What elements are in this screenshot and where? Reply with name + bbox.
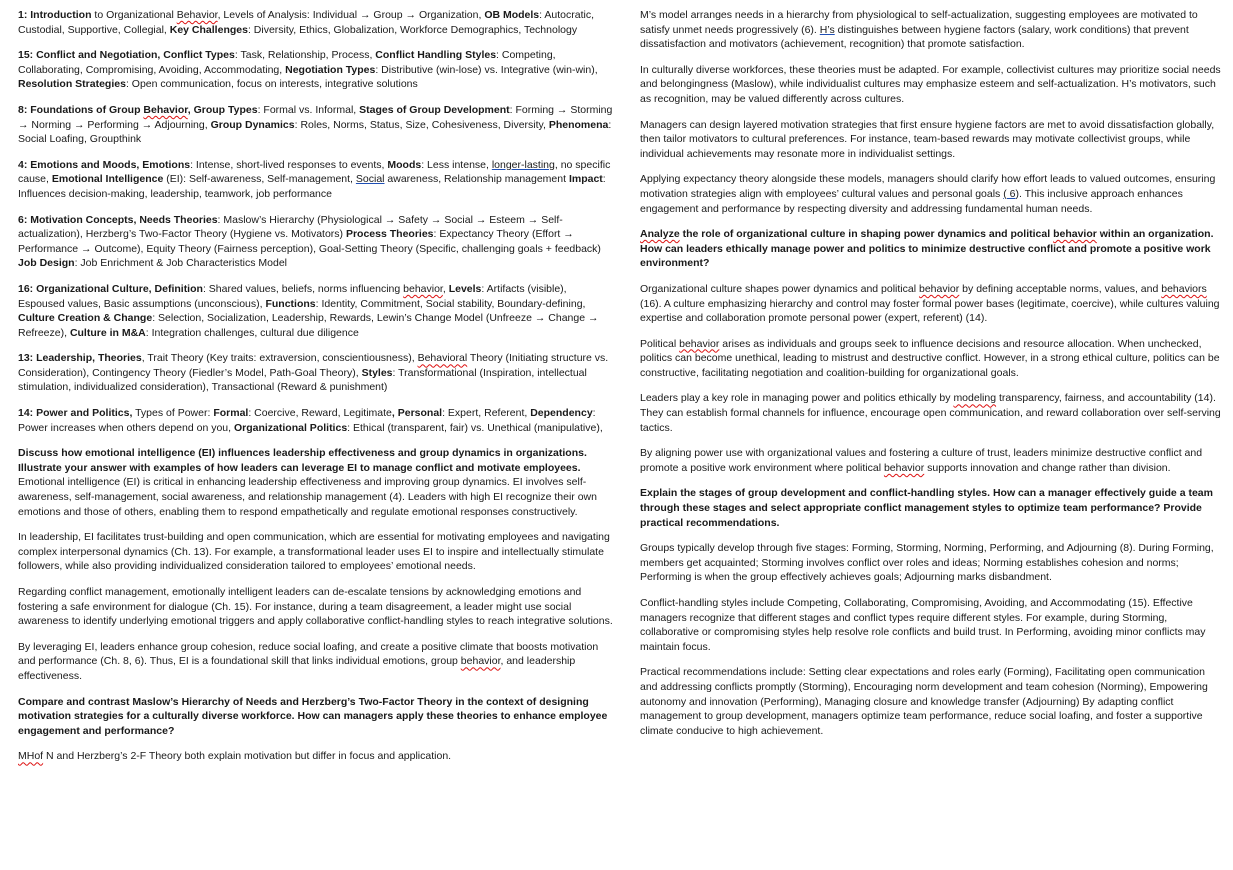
- paragraph: [640, 282, 1224, 326]
- bold-text: Levels: [448, 282, 482, 295]
- bold-text: Functions: [265, 297, 316, 310]
- spellcheck-word: modeling: [953, 392, 997, 405]
- bold-text: Styles: [361, 366, 393, 379]
- text-run: : Roles, Norms, Status, Size, Cohesiveness, Diversity,: [294, 118, 549, 131]
- text-run: : Shared values, beliefs, norms influencing: [202, 282, 404, 295]
- text-run: : Coercive, Reward, Legitimate: [248, 407, 392, 420]
- text-run: N and Herzberg’s 2-F Theory both explain motivation but differ in focus and application.: [43, 750, 452, 763]
- text-run: Managers can design layered motivation strategies that first ensure hygiene factors are met to avoid dissatisfaction globally, then tailor motivators to cultural preferences. For instance, team-based rewards may motivate collectivist groups, while individual achievements may resonate more in individualist settings.: [640, 118, 1215, 160]
- bold-text: Organizational Politics: [233, 421, 348, 434]
- paragraph: [18, 446, 614, 519]
- spellcheck-word: MHof: [18, 750, 44, 763]
- spellcheck-word: behavior: [1053, 228, 1097, 241]
- underlined-text: ( 6: [1003, 187, 1016, 200]
- paragraph: [18, 530, 614, 574]
- text-run: In culturally diverse workforces, these theories must be adapted. For example, collectivist cultures may prioritize social needs and belongingness (Maslow), while individualist cultures may emphasize esteem and self-actualization. H’s motivators, such as recognition, may be valued differently across cultures.: [640, 63, 1221, 105]
- bold-text: Discuss how emotional intelligence (EI) influences leadership effectiveness and group dynamics in organizations. Illustrate your answer with examples of how leaders can leverage EI to manage conflict and motivate employees.: [18, 447, 587, 474]
- spellcheck-word: Behavior: [143, 103, 188, 116]
- bold-text: 14: Power and Politics,: [18, 407, 133, 420]
- bold-text: Job Design: [18, 257, 75, 270]
- paragraph: [640, 665, 1224, 738]
- text-run: : Identity, Commitment, Social stability, Boundary-defining,: [315, 297, 586, 310]
- text-run: : Less intense,: [421, 158, 492, 171]
- text-run: : Integration challenges, cultural due diligence: [145, 326, 359, 339]
- text-run: (EI): Self-awareness, Self-management,: [163, 173, 356, 186]
- text-run: : Maslow’s Hierarchy (Physiological → Safety → Social → Esteem → Self-actualization), Herzberg’s Two-Factor Theory (Hygiene vs. Motivators): [18, 213, 563, 241]
- text-run: : Competing, Collaborating, Compromising, Avoiding, Accommodating,: [18, 49, 556, 76]
- bold-text: 13: Leadership, Theories: [18, 352, 142, 365]
- text-run: Organizational culture shapes power dynamics and political: [640, 282, 919, 295]
- bold-text: Formal: [213, 407, 249, 420]
- text-run: (16). A culture emphasizing hierarchy and control may foster formal power bases (legitimate, coercive), while cultures valuing expertise and collaboration promote personal power (expert, referent) (14).: [640, 297, 1220, 325]
- paragraph: [640, 446, 1224, 475]
- bold-text: Resolution Strategies: [18, 78, 126, 91]
- bold-text: Process Theories: [345, 228, 434, 241]
- text-run: Practical recommendations include: Setting clear expectations and roles early (Forming), Facilitating open communication and addressing conflicts promptly (Storming), Encouraging norm development and team cohesion (Norming), Empowering autonomy and innovation (Performing), Managing closure and knowledge transfer (Adjourning) By adapting conflict management to group development, managers optimize team performance, reduce social loafing, and foster a supportive climate conducive to high achievement.: [640, 666, 1208, 737]
- text-run: : Artifacts (visible), Espoused values, Basic assumptions (unconscious),: [18, 282, 567, 310]
- text-run: : Influences decision-making, leadership, teamwork, job performance: [18, 173, 606, 200]
- text-run: By leveraging EI, leaders enhance group cohesion, reduce social loafing, and create a positive climate that boosts motivation and performance (Ch. 8, 6). Thus, EI is a foundational skill that links individual emotions, group: [18, 640, 599, 668]
- paragraph: [18, 158, 614, 202]
- text-run: arises as individuals and groups seek to influence decisions and resource allocation. When unchecked, politics can become unethical, leading to mistrust and destructive conflict. However, in a strong ethical culture, politics can be constructive, facilitating negotiation and coalition-building for organizational goals.: [640, 337, 1220, 379]
- bold-text: 8: Foundations of Group: [18, 103, 144, 116]
- text-run: Emotional intelligence (EI) is critical in enhancing leadership effectiveness and improving group dynamics. EI involves self-awareness, self-management, social awareness, and relationship management (4). Leaders with high EI recognize their own emotions and those of others, enabling them to respond empathetically and regulate emotional responses constructively.: [18, 476, 597, 518]
- text-run: by defining acceptable norms, values, and: [959, 282, 1162, 295]
- bold-text: Moods: [387, 158, 422, 171]
- text-run: to Organizational: [91, 9, 177, 21]
- paragraph: [18, 749, 614, 764]
- text-run: : Selection, Socialization, Leadership, Rewards, Lewin’s Change Model (Unfreeze → Change → Refreeze),: [18, 312, 599, 339]
- text-run: Applying expectancy theory alongside these models, managers should clarify how effort leads to valued outcomes, ensuring motivation strategies align with employees’ cultural values and personal goals: [640, 173, 1216, 200]
- bold-text: Stages of Group Development: [359, 103, 510, 116]
- text-run: distinguishes between hygiene factors (salary, work conditions) that prevent dissatisfaction and motivators (achievement, recognition) that promote satisfaction.: [640, 23, 1189, 51]
- text-run: In leadership, EI facilitates trust-building and open communication, which are essential for motivating employees and navigating complex interpersonal dynamics (Ch. 13). For example, a transformational leader uses EI to inspire and intellectually stimulate followers, while also providing individualized consideration tailored to employees’ emotional needs.: [18, 531, 610, 573]
- text-run: awareness, Relationship management: [384, 173, 569, 186]
- spellcheck-word: Analyze: [640, 228, 680, 241]
- paragraph: [640, 391, 1224, 435]
- paragraph: [18, 351, 614, 395]
- spellcheck-word: behavior: [403, 282, 443, 295]
- text-run: , Trait Theory (Key traits: extraversion, conscientiousness),: [141, 352, 418, 365]
- bold-text: 6: Motivation Concepts, Needs Theories: [18, 213, 218, 226]
- paragraph: [640, 8, 1224, 52]
- bold-text: Group Dynamics: [210, 118, 295, 131]
- spellcheck-word: Behavior: [176, 9, 218, 21]
- text-run: : Job Enrichment & Job Characteristics Model: [74, 257, 288, 270]
- underlined-text: Social: [355, 173, 385, 186]
- bold-text: Phenomena: [548, 118, 609, 131]
- text-run: : Ethical (transparent, fair) vs. Unethical (manipulative),: [347, 421, 603, 434]
- spellcheck-word: Behavioral: [417, 352, 468, 365]
- bold-text: , Personal: [391, 407, 443, 420]
- spellcheck-word: behavior: [679, 337, 720, 350]
- text-run: : Diversity, Ethics, Globalization, Workforce Demographics, Technology: [247, 23, 578, 36]
- text-run: : Task, Relationship, Process,: [234, 49, 376, 62]
- bold-text: Culture in M&A: [69, 326, 146, 339]
- text-run: transparency, fairness, and accountability (14). They can establish formal channels for influence, encourage open communication, and reward collaboration over self-serving tactics.: [640, 392, 1221, 434]
- paragraph: [18, 103, 614, 147]
- underlined-text: longer-lasting: [491, 158, 555, 171]
- text-run: : Expert, Referent,: [442, 407, 531, 420]
- text-run: ,: [442, 282, 449, 295]
- paragraph: [18, 640, 614, 684]
- bold-text: 1: Introduction: [18, 9, 92, 21]
- bold-text: 4: Emotions and Moods, Emotions: [18, 158, 191, 171]
- text-run: : Intense, short-lived responses to events,: [190, 158, 388, 171]
- spellcheck-word: behavior: [883, 461, 925, 474]
- bold-text: the role of organizational culture in shaping power dynamics and political: [679, 228, 1054, 241]
- bold-text: 15: Conflict and Negotiation, Conflict Types: [18, 49, 235, 62]
- text-run: supports innovation and change rather than division.: [924, 461, 1171, 474]
- paragraph: [18, 213, 614, 271]
- bold-text: Key Challenges: [169, 23, 248, 36]
- paragraph: [18, 695, 614, 739]
- bold-text: Impact: [568, 173, 603, 186]
- text-run: : Expectancy Theory (Effort → Performance → Outcome), Equity Theory (Fairness perception), Goal-Setting Theory (Specific, challenging goals + feedback): [18, 228, 601, 255]
- bold-text: Culture Creation & Change: [18, 312, 153, 325]
- text-run: , no specific cause,: [18, 158, 611, 186]
- bold-text: Negotiation Types: [285, 63, 376, 76]
- text-run: Regarding conflict management, emotionally intelligent leaders can de-escalate tensions by acknowledging emotions and fostering a safe environment for dialogue (Ch. 15). For instance, during a team disagreement, a leader might use social awareness to identify underlying emotional triggers and apply collaborative conflict-handling styles to reach integrative solutions.: [18, 586, 613, 628]
- paragraph: [18, 585, 614, 629]
- paragraph: [640, 486, 1224, 530]
- paragraph: [640, 337, 1224, 381]
- paragraph: [18, 406, 614, 435]
- bold-text: Explain the stages of group development and conflict-handling styles. How can a manager effectively guide a team through these stages and select appropriate conflict management styles to optimize team performance? Provide practical recommendations.: [640, 487, 1213, 529]
- paragraph: [18, 48, 614, 92]
- paragraph: [18, 8, 614, 37]
- text-run: : Distributive (win-lose) vs. Integrative (win-win),: [375, 63, 598, 76]
- text-run: Leaders play a key role in managing power and politics ethically by: [640, 392, 954, 405]
- text-run: M’s model arranges needs in a hierarchy from physiological to self-actualization, suggesting employees are motivated to satisfy unmet needs progressively (6).: [640, 9, 1198, 36]
- text-run: , and leadership effectiveness.: [18, 655, 576, 682]
- text-run: By aligning power use with organizational values and fostering a culture of trust, leaders minimize destructive conflict and promote a positive work environment where political: [640, 447, 1203, 474]
- text-run: Conflict-handling styles include Competing, Collaborating, Compromising, Avoiding, and Accommodating (15). Effective managers recognize that different stages and conflict types require different styles. For example, during Storming, collaborative or compromising styles help resolve role conflicts and build trust. In Performing, avoiding minor conflicts may maintain focus.: [640, 597, 1206, 653]
- bold-text: Conflict Handling Styles: [375, 49, 497, 62]
- paragraph: [640, 541, 1224, 585]
- text-run: ). This inclusive approach enhances engagement and performance by respecting diversity and addressing fundamental human needs.: [640, 187, 1183, 215]
- left-column: [18, 8, 614, 775]
- text-run: : Social Loafing, Groupthink: [18, 118, 612, 146]
- text-run: : Open communication, focus on interests, integrative solutions: [125, 78, 418, 91]
- bold-text: 16: Organizational Culture, Definition: [18, 282, 203, 295]
- text-run: Types of Power:: [132, 407, 214, 420]
- bold-text: Emotional Intelligence: [51, 173, 164, 186]
- bold-text: , Group Types: [187, 103, 258, 116]
- spellcheck-word: behaviors: [1161, 282, 1207, 295]
- paragraph: [640, 596, 1224, 654]
- paragraph: [18, 282, 614, 340]
- underlined-text: H’s: [819, 23, 835, 36]
- paragraph: [640, 63, 1224, 107]
- paragraph: [640, 172, 1224, 216]
- right-column: [640, 8, 1224, 749]
- text-run: : Forming → Storming → Norming → Performing → Adjourning,: [18, 103, 613, 131]
- text-run: : Transformational (Inspiration, intellectual stimulation, individualized consideration), Transactional (Reward & punishment): [18, 366, 587, 394]
- text-run: : Power increases when others depend on you,: [18, 407, 596, 434]
- bold-text: Dependency: [530, 407, 593, 420]
- paragraph: [640, 227, 1224, 271]
- text-run: , Levels of Analysis: Individual → Group → Organization,: [217, 9, 485, 21]
- spellcheck-word: behavior: [460, 655, 501, 668]
- text-run: Theory (Initiating structure vs. Consideration), Contingency Theory (Fiedler’s Model, Path-Goal Theory),: [18, 352, 609, 379]
- paragraph: [640, 118, 1224, 162]
- text-run: Groups typically develop through five stages: Forming, Storming, Norming, Performing, and Adjourning (8). During Forming, members get acquainted; Storming involves conflict over roles and ideas; Norming establishes cohesion and norms; Performing is when the group effectively achieves goals; Adjourning marks disbandment.: [640, 542, 1214, 584]
- bold-text: Compare and contrast Maslow’s Hierarchy of Needs and Herzberg’s Two-Factor Theory in the context of designing motivation strategies for a culturally diverse workforce. How can managers apply these theories to enhance employee engagement and performance?: [18, 695, 608, 737]
- spellcheck-word: behavior: [918, 282, 960, 295]
- text-run: Political: [640, 337, 680, 350]
- text-run: : Autocratic, Custodial, Supportive, Collegial,: [18, 9, 595, 36]
- text-run: : Formal vs. Informal,: [257, 103, 360, 116]
- bold-text: within an organization. How can leaders ethically manage power and politics to minimize destructive conflict and promote a positive work environment?: [640, 228, 1214, 270]
- bold-text: OB Models: [484, 9, 540, 21]
